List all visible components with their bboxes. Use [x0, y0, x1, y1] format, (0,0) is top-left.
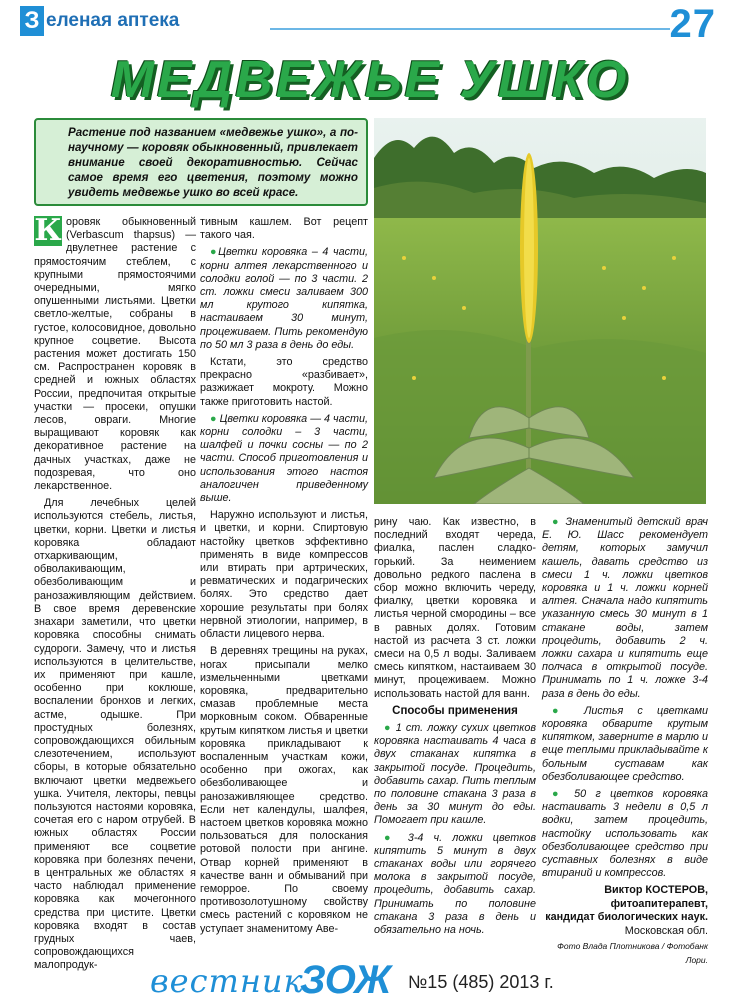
column-4: [542, 516, 708, 967]
mullein-photo: [374, 118, 706, 504]
bullet-icon: ●: [210, 412, 217, 425]
body-paragraph: тивным кашлем. Вот рецепт такого чая.: [200, 216, 368, 242]
bullet-icon: ●: [384, 722, 392, 735]
recipe-paragraph: ● 50 г цветков коровяка настаивать 3 недели в 0,5 л водки, затем процедить, настойку использовать как обезболивающее средство при суставных болезнях в виде втираний и компрессов.: [542, 788, 708, 880]
body-paragraph: В деревнях трещины на руках, ногах присыпали мелко измельченными цветками коровяка, предварительно смазав проблемные места морковным соком. Обваренные крутым кипятком листья и цветки коровяка прикладывают к воспаленным участкам кожи, особенно при ожогах, как обезболивающее и ранозаживляющее средство. Если нет календулы, шалфея, настоем цветков коровяка можно пользоваться для полоскания ротовой полости при ангине. Отвар корней применяют в качестве ванн и обмываний при геморрое. По своему противозолотушному свойству смесь растений с коровяком не уступает знаменитому Аве-: [200, 645, 368, 935]
column-3: [374, 516, 536, 941]
page-number: 27: [669, 2, 716, 46]
section-title: еленая аптека: [46, 10, 180, 31]
author-role: фитоапитерапевт,: [610, 897, 708, 910]
page-footer: [150, 960, 590, 1000]
author-degree: кандидат биологических наук.: [545, 911, 708, 924]
author-signature: [542, 884, 708, 938]
drop-cap: К: [34, 213, 62, 248]
bullet-icon: ●: [552, 704, 570, 717]
article-title: МЕДВЕЖЬЕ УШКО: [110, 51, 630, 109]
intro-paragraph: К оровяк обыкновенный (Verbascum thapsus) — двулетнее растение с прямостоячим стеблем, с крупными прямостоячими очередными, мягко опушенными листьями. Цветки светло-желтые, собраны в густое, колосовидное, довольно крупное соцветие. Высота растения может достигать 150 см. Распространен коровяк в средней и южных областях России, предпочитая открытые участки — просеки, опушки лесов, овраги. Многие выращивают коровяк как декоративное растение на дачных участках, даже не подозревая, что оно лекарственное.: [34, 213, 196, 493]
recipe-paragraph: ● Знаменитый детский врач Е. Ю. Шасс рекомендует детям, которых замучил кашель, давать средство из смеси 1 ч. ложки цветков коровяка и 1 ч. ложки корней алтея. Сначала надо кипятить указанную смесь 30 минут в 1 стакане воды, затем процедить, добавить 2 ч. ложки сахара и кипятить еще полчаса в открытой посуде. Принимать по 1 ч. ложке 3-4 раза в день до еды.: [542, 516, 709, 700]
recipe-paragraph: ●Цветки коровяка – 4 части, корни алтея лекарственного и солодки голой — по 3 части. 2 ст. ложки смеси заливаем 300 мл крутого кипятка, настаиваем 30 минут, процеживаем. Пить рекомендую по 50 мл 3 раза в день до еды.: [200, 246, 368, 351]
footer-brand: вестник: [150, 962, 304, 1000]
body-paragraph: Кстати, это средство прекрасно «разбивает», разжижает мокроту. Можно также приготовить настой.: [200, 356, 368, 408]
body-paragraph: Наружно используют и листья, и цветки, и корни. Спиртовую настойку цветков эффективно применять в виде компрессов или втирать при артрических, ревматических и подагрических болях. Это средство дает хорошие результаты при болях нервной этиологии, например, в области лицевого нерва.: [200, 509, 368, 641]
bullet-icon: ●: [384, 831, 398, 844]
photo-credit: Фото Влада Плотникова / Фотобанк Лори.: [557, 941, 708, 965]
recipe-paragraph: ● 3-4 ч. ложки цветков кипятить 5 минут в двух стаканах воды или горячего молока в закрытой посуде, процедить, добавить сахар. Принимать по половине стакана 3 раза в день и обязательно на ночь.: [374, 831, 536, 937]
footer-brand-logo: ЗОЖ: [300, 958, 392, 1002]
body-paragraph: Для лечебных целей используются стебель, листья, цветки, корни. Цветки и листья коровяка обладают отхаркивающим, обволакивающим, обезболивающим и ранозаживляющим действием. В свое время деревенские знахари заметили, что цветки коровяка способны снимать судороги. Замечу, что и листья используются в целительстве, их применяют при кашле, особенно при коклюше, воспалении бронхов и легких, астме, одышке. При простудных болезнях, сопровождающихся обильным слезотечением, используют сборы, в которые обязательно включают цветки медвежьего ушка. Учителя, лекторы, певцы пользуются настоями коровяка, сочетая его с наром отрубей. В южных областях России применяют все соцветие коровяка при болезнях печени, в центральных же областях я часто наблюдал применение коровяка как мочегонного средства при цистите. Цветки коровяка входят в состав грудных чаев, сопровождающихся малопродук-: [34, 497, 196, 972]
header-divider: [270, 28, 670, 30]
column-1: [34, 213, 196, 977]
recipe-paragraph: ● 1 ст. ложку сухих цветков коровяка настаивать 4 часа в двух стаканах кипятка в закрытой посуде. Процедить, добавить сахар. Пить теплым по половине стакана 3 раза в день за 30 минут до еды. Помогает при кашле.: [374, 722, 536, 827]
section-initial: З: [20, 6, 44, 36]
bullet-icon: ●: [210, 246, 219, 259]
bullet-icon: ●: [552, 788, 565, 801]
page-header: [20, 2, 716, 46]
recipe-paragraph: ● Цветки коровяка — 4 части, корни солодки – 3 части, шалфей и почки сосны — по 2 части. Способ приготовления и использования этого настоя аналогичен приведенному выше.: [200, 412, 369, 505]
author-name: Виктор КОСТЕРОВ,: [604, 884, 708, 897]
bullet-icon: ●: [552, 516, 561, 528]
issue-number: №15 (485) 2013 г.: [408, 972, 554, 992]
author-place: Московская обл.: [624, 924, 708, 937]
lead-box: Растение под названием «медвежье ушко», а по-научному — коровяк обыкновенный, привлекает внимание своей декоративностью. Сейчас самое время его цветения, поэтому можно увидеть медвежье ушко во всей красе.: [34, 118, 368, 206]
subheading: Способы применения: [392, 704, 518, 717]
body-paragraph: рину чаю. Как известно, в последний входят череда, фиалка, паслен сладко-горький. За неимением довольно редкого паслена в сбор можно включить череду, фиалку, цветки коровяка и листья черной смородины – все в равных долях. Готовим настой из расчета 3 ст. ложки смеси на 0,5 л воды. Заливаем смесь кипятком, настаиваем 30 минут, процеживаем. Можно использовать настой для ванн.: [374, 516, 536, 700]
column-2: [200, 216, 368, 940]
recipe-paragraph: ● Листья с цветками коровяка обварите крутым кипятком, заверните в марлю и еще теплыми прикладывайте к больным суставам как обезболивающее средство.: [542, 704, 708, 783]
